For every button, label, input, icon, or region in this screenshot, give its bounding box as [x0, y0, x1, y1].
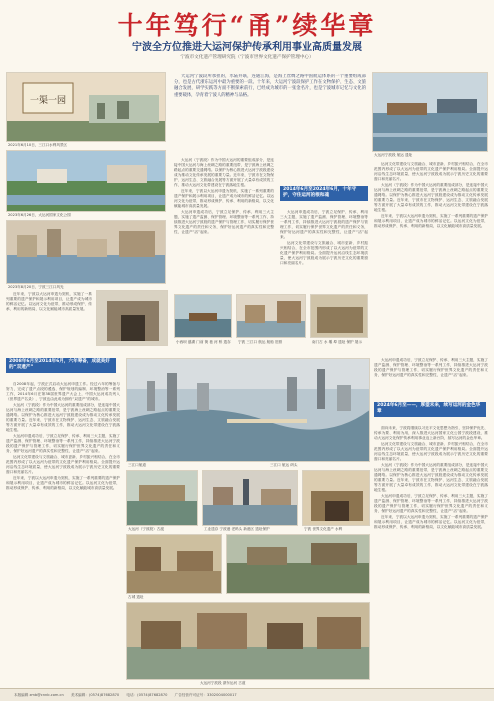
caption-bottom-4: 古城 遗址	[128, 595, 144, 599]
section-2014-banner: 2014年6月至2024年6月，十年守护，守住运河的根和魂	[280, 186, 368, 201]
body-col4-p3: 近年来，宁波以大运河申遗为契机，实施了一系列重要的遗产保护和展示利用项目，让遗产成为城市的鲜活记忆。以运河文化为纽带，推动形成保护、传承、利用的新格局，以文化赋能城市高质量发展。	[374, 214, 488, 228]
caption-mid: 三江口航道	[128, 463, 146, 467]
photo-sanjiangkou-aerial	[127, 359, 370, 462]
svg-text:一渠一园: 一渠一园	[29, 96, 67, 106]
caption-top-right: 大运河宁波段 航运 遗址	[374, 153, 413, 157]
byline: 宁波市文化遗产管理研究院（宁波市世界文化遗产保护管理中心）	[180, 55, 314, 60]
photo-bottom-wide	[126, 602, 370, 680]
photo-old-port	[237, 295, 306, 338]
photo-calligraphy-stele	[7, 73, 166, 142]
photo-left-3	[6, 220, 166, 284]
caption-center-aerial: 三江口 航运 码头	[270, 463, 298, 467]
caption-strip-3: 南门古 水 堰 埠 遗址 保护 展示	[312, 340, 362, 344]
caption-bottom-3: 宁波 世界文化遗产 水利	[304, 527, 343, 531]
caption-strip-2: 宁波 三江口 航运 航船 旧照	[238, 340, 283, 344]
body-bottom-right-p2: 运河文化带建设与文旅融合、城市更新、乡村振兴相结合，在全市范围内形成了以大运河为纽带的文化遗产保护利用格局。全面提升运河沿线生态环境质量，使大运河宁波段成为展示宁波历史文化的重要窗口和亮丽名片。	[374, 442, 488, 461]
photo-row2-2	[202, 470, 298, 526]
body-bottom-right-p5: 近年来，宁波以大运河申遗为契机，实施了一系列重要的遗产保护和展示利用项目，让遗产成为城市的鲜活记忆。以运河文化为纽带，推动形成保护、传承、利用的新格局，以文化赋能城市高质量发展。	[374, 515, 488, 529]
body-left-mid-p: 近年来，宁波以大运河申遗为契机，实施了一系列重要的遗产保护和展示利用项目，让遗产成为城市的鲜活记忆。以运河文化为纽带，推动形成保护、传承、利用的新格局，以文化赋能城市高质量发展。	[6, 292, 92, 311]
body-right-mid	[374, 358, 488, 398]
photo-boat-river	[175, 295, 232, 338]
photo-row3-2	[226, 534, 370, 594]
photo-canal-garden	[7, 151, 166, 212]
caption-bottom-2: 工业遗存 宁波港 老码头 新港区 遗址保护	[204, 527, 270, 531]
photo-industrial-dock	[203, 471, 298, 526]
photo-ruins-site	[311, 295, 368, 338]
body-bottom-right-p3: 大运河（宁波段）作为中国大运河的重要组成部分，是连接中国大运河与海上丝绸之路的重要纽带，是宁波海上丝绸之路起点的重要交通网络。以保护为核心推进大运河宁波段建设成为推动文化传承发展的重要力量。近年来，宁波市在文物保护、运河生态、文旅融合发展等方面开展了大量卓有成效的工作，推动大运河文化带建设在宁波落地生根。	[374, 463, 488, 492]
body-col3-p1: 大运河申遗成功后，宁波立足保护、传承、利用三大主题，实施了遗产监测、保护管理、环境整治等一系列工作，持续推进大运河宁波段的遗产保护与管理工作，切实履行保护世界文化遗产的责任和义务，保护好运河遗产的真实性和完整性，让遗产“活”起来。	[280, 210, 368, 239]
section-2008-banner: 2008年6月至2014年6月，六年筹备，成就美好的“双遗产”	[6, 358, 116, 373]
body-bottom-left-p1: 自2008年起，宁波正式启动大运河申遗工作。经过六年的筹备与努力，完成了遗产点段的遴选、保护规划的编制、环境整治等一系列工作，2014年6月在第38届世界遗产大会上，中国大运河成功列入《世界遗产名录》，宁波也由此成为拥有“双遗产”的城市。	[6, 382, 120, 401]
photo-ancient-road	[227, 535, 370, 594]
photo-canal-town	[127, 603, 370, 680]
body-right-mid-p: 大运河申遗成功后，宁波立足保护、传承、利用三大主题，实施了遗产监测、保护管理、环境整治等一系列工作，持续推进大运河宁波段的遗产保护与管理工作，切实履行保护世界文化遗产的责任和义务，保护好运河遗产的真实性和完整性，让遗产“活”起来。	[374, 358, 488, 377]
photo-strip-3	[310, 294, 368, 338]
photo-strip-2	[236, 294, 306, 338]
page-subhead: 宁波全方位推进大运河保护传承利用事业高质量发展	[132, 42, 362, 53]
photo-center-aerial	[126, 358, 370, 462]
body-bottom-left-p5: 近年来，宁波以大运河申遗为契机，实施了一系列重要的遗产保护和展示利用项目，让遗产成为城市的鲜活记忆。以运河文化为纽带，推动形成保护、传承、利用的新格局，以文化赋能城市高质量发展。	[6, 476, 120, 490]
body-bottom-right-p1: 面向未来，宁波将继续以习近平文化思想为指引，坚持保护优先、传承为要、利用为用，深入推进大运河国家文化公园宁波段建设，推动大运河文化保护传承利用事业迈上新台阶，续写运河的金色华章。	[374, 426, 488, 440]
photo-row2-1	[126, 470, 198, 526]
body-bottom-left-p4: 运河文化带建设与文旅融合、城市更新、乡村振兴相结合，在全市范围内形成了以大运河为纽带的文化遗产保护利用格局。全面提升运河沿线生态环境质量，使大运河宁波段成为展示宁波历史文化的重要窗口和亮丽名片。	[6, 455, 120, 474]
body-left-mid	[6, 292, 92, 352]
photo-top-right	[372, 72, 488, 152]
photo-canal-ships	[373, 73, 488, 152]
photo-left-1	[6, 72, 166, 142]
caption-left-3: 2023年8月20日，宁波三江口风光	[8, 285, 64, 289]
photo-row3-1	[126, 534, 222, 594]
body-col2-p2: 近年来，宁波以大运河申遗为契机，实施了一系列重要的遗产保护和展示利用项目，让遗产成为城市的鲜活记忆。以运河文化为纽带，推动形成保护、传承、利用的新格局，以文化赋能城市高质量发展。	[174, 189, 274, 208]
lead-text: 大运河宁波段所承担的，水陆并联，连通江海，是海上丝绸之路中国航运体系的一个重要组成部分，也是古代浙东运河中最为重要的一段。十年来，大运河宁波段保护工作在文物保护、生态、文旅融合发展、研学实践等方面不断探索前行，已经成为城市的一张金名片，也是宁波城市记忆与文化的重要载体，孕育着宁波人的精神与品格。	[174, 74, 366, 98]
photo-left-tall	[96, 290, 168, 346]
section-2024-banner: 2024年6月至——，厚望未来，续写运河的金色华章	[374, 402, 486, 417]
photo-old-street	[127, 535, 222, 594]
caption-left-1: 2021年6月10日，三江口水利风景区	[8, 143, 68, 147]
body-bottom-left-p3: 大运河申遗成功后，宁波立足保护、传承、利用三大主题，实施了遗产监测、保护管理、环境整治等一系列工作，持续推进大运河宁波段的遗产保护与管理工作，切实履行保护世界文化遗产的责任和义务，保护好运河遗产的真实性和完整性，让遗产“活”起来。	[6, 434, 120, 453]
photo-stone-gate	[97, 291, 168, 346]
page-footer: 本版编辑 zmb@cnnb.com.cn 美术编辑：(0574)87682870 电话：(0574)87682870 广告经营许可证号：3302004000017	[0, 688, 494, 701]
photo-row2-3	[302, 470, 370, 526]
photo-strip-1	[174, 294, 232, 338]
lead-paragraph	[174, 74, 366, 152]
caption-bottom-1: 大运河（宁波段）古渡	[128, 527, 164, 531]
body-column-4	[374, 162, 488, 352]
page-headline: 十年笃行“甬”续华章	[117, 11, 377, 40]
caption-strip-1: 小西坝 慈湖 门前 街 巷 河 桥 遗存	[176, 340, 231, 344]
caption-left-2: 2023年6月26日，大运河国家文化公园	[8, 213, 71, 217]
photo-river-city	[7, 221, 166, 284]
masthead	[0, 0, 494, 66]
body-col4-p2: 大运河（宁波段）作为中国大运河的重要组成部分，是连接中国大运河与海上丝绸之路的重要纽带，是宁波海上丝绸之路起点的重要交通网络。以保护为核心推进大运河宁波段建设成为推动文化传承发展的重要力量。近年来，宁波市在文物保护、运河生态、文旅融合发展等方面开展了大量卓有成效的工作，推动大运河文化带建设在宁波落地生根。	[374, 183, 488, 212]
body-col2-p3: 大运河申遗成功后，宁波立足保护、传承、利用三大主题，实施了遗产监测、保护管理、环境整治等一系列工作，持续推进大运河宁波段的遗产保护与管理工作，切实履行保护世界文化遗产的责任和义务，保护好运河遗产的真实性和完整性，让遗产“活”起来。	[174, 210, 274, 234]
body-col2-p1: 大运河（宁波段）作为中国大运河的重要组成部分，是连接中国大运河与海上丝绸之路的重要纽带，是宁波海上丝绸之路起点的重要交通网络。以保护为核心推进大运河宁波段建设成为推动文化传承发展的重要力量。近年来，宁波市在文物保护、运河生态、文旅融合发展等方面开展了大量卓有成效的工作，推动大运河文化带建设在宁波落地生根。	[174, 158, 274, 187]
photo-ancient-ferry	[127, 471, 198, 526]
body-bottom-right	[374, 426, 488, 684]
body-bottom-right-p4: 大运河申遗成功后，宁波立足保护、传承、利用三大主题，实施了遗产监测、保护管理、环境整治等一系列工作，持续推进大运河宁波段的遗产保护与管理工作，切实履行保护世界文化遗产的责任和义务，保护好运河遗产的真实性和完整性，让遗产“活”起来。	[374, 494, 488, 513]
caption-bottom-5: 大运河宁波段 浙东运河 古道	[200, 681, 246, 685]
body-bottom-left-p2: 大运河（宁波段）作为中国大运河的重要组成部分，是连接中国大运河与海上丝绸之路的重要纽带，是宁波海上丝绸之路起点的重要交通网络。以保护为核心推进大运河宁波段建设成为推动文化传承发展的重要力量。近年来，宁波市在文物保护、运河生态、文旅融合发展等方面开展了大量卓有成效的工作，推动大运河文化带建设在宁波落地生根。	[6, 403, 120, 432]
photo-left-2	[6, 150, 166, 212]
body-bottom-left	[6, 382, 120, 682]
photo-heritage-site	[303, 471, 370, 526]
body-col4-p1: 运河文化带建设与文旅融合、城市更新、乡村振兴相结合，在全市范围内形成了以大运河为纽带的文化遗产保护利用格局。全面提升运河沿线生态环境质量，使大运河宁波段成为展示宁波历史文化的重要窗口和亮丽名片。	[374, 162, 488, 181]
body-col3-p2: 运河文化带建设与文旅融合、城市更新、乡村振兴相结合，在全市范围内形成了以大运河为纽带的文化遗产保护利用格局。全面提升运河沿线生态环境质量，使大运河宁波段成为展示宁波历史文化的重要窗口和亮丽名片。	[280, 241, 368, 265]
